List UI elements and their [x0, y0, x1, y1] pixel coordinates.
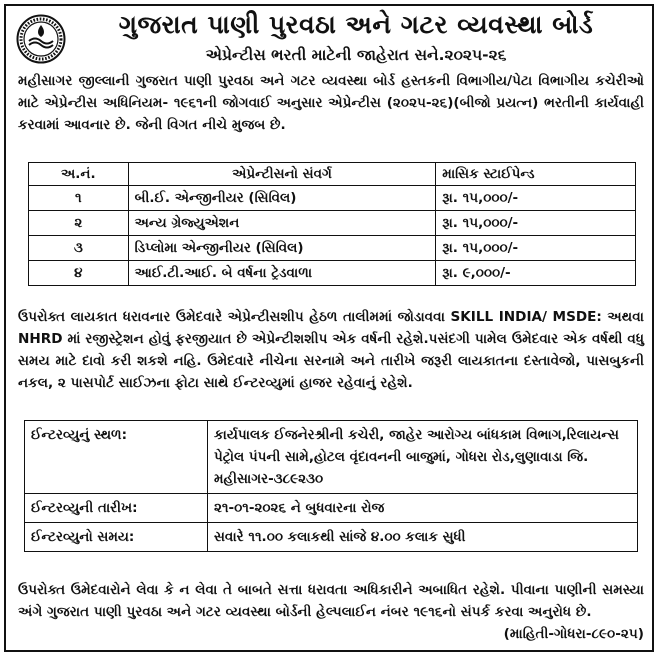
interview-time-label: ઈન્ટરવ્યુનો સમય:	[25, 523, 208, 552]
row-category: બી.ઈ. એન્જીનીયર (સિવિલ)	[128, 186, 436, 211]
stipend-table	[28, 162, 636, 286]
advertisement	[4, 4, 654, 652]
header-category: એપ્રેન્ટીસનો સંવર્ગ	[128, 163, 436, 186]
interview-table	[24, 420, 638, 552]
table-row	[29, 261, 636, 286]
board-emblem-icon	[16, 14, 66, 64]
footer-paragraph	[18, 579, 644, 645]
row-serial: ૨	[29, 211, 129, 236]
interview-place-label: ઈન્ટરવ્યુનું સ્થળ:	[25, 421, 208, 494]
row-stipend: રૂા. ૧૫,૦૦૦/-	[436, 186, 636, 211]
row-category: આઈ.ટી.આઈ. બે વર્ષના ટ્રેડવાળા	[128, 261, 436, 286]
interview-place-row	[25, 421, 638, 494]
row-serial: ૧	[29, 186, 129, 211]
page-subtitle: એપ્રેન્ટીસ ભરતી માટેની જાહેરાત સને.૨૦૨૫-૨૬	[205, 46, 507, 64]
row-stipend: રૂા. ૧૫,૦૦૦/-	[436, 211, 636, 236]
interview-date-label: ઈન્ટરવ્યુની તારીખ:	[25, 494, 208, 523]
reference-code: (માહિતી-ગોધરા-૮૯૦-૨૫)	[503, 626, 644, 642]
table-row	[29, 211, 636, 236]
table-header-row	[29, 163, 636, 186]
page-title: ગુજરાત પાણી પુરવઠા અને ગટર વ્યવસ્થા બોર્ડ	[118, 10, 594, 39]
row-serial: ૪	[29, 261, 129, 286]
row-serial: ૩	[29, 236, 129, 261]
table-row	[29, 186, 636, 211]
interview-date-value: ૨૧-૦૧-૨૦૨૬ ને બુધવારના રોજ	[208, 494, 638, 523]
interview-time-value: સવારે ૧૧.૦૦ કલાકથી સાંજે ૪.૦૦ કલાક સુધી	[208, 523, 638, 552]
row-category: અન્ય ગ્રેજ્યુએશન	[128, 211, 436, 236]
interview-date-row	[25, 494, 638, 523]
row-stipend: રૂા. ૯,૦૦૦/-	[436, 261, 636, 286]
interview-time-row	[25, 523, 638, 552]
row-stipend: રૂા. ૧૫,૦૦૦/-	[436, 236, 636, 261]
intro-paragraph: મહીસાગર જીલ્લાની ગુજરાત પાણી પુરવઠા અને ગટર વ્યવસ્થા બોર્ડ હસ્તકની વિભાગીય/પેટા વિભાગીય કચેરીઓ માટે એપ્રેન્ટીસ અધિનિયમ- ૧૯૬૧ની જોગવાઈ અનુસાર એપ્રેન્ટીસ (૨૦૨૫-૨૬)(બીજો પ્રયત્ન) ભરતીની કાર્યવાહી કરવામાં આવનાર છે. જેની વિગત નીચે મુજબ છે.	[18, 73, 644, 133]
footer-text: ઉપરોક્ત ઉમેદવારોને લેવા કે ન લેવા તે બાબતે સત્તા ધરાવતા અધિકારીને અબાધિત રહેશે. પીવાના પાણીની સમસ્યા અંગે ગુજરાત પાણી પુરવઠા અને ગટર વ્યવસ્થા બોર્ડની હેલ્પલાઈન નંબર ૧૯૧૬નો સંપર્ક કરવા અનુરોધ છે.	[18, 582, 644, 620]
eligibility-paragraph: ઉપરોક્ત લાયકાત ધરાવનાર ઉમેદવારે એપ્રેન્ટીસશીપ હેઠળ તાલીમમાં જોડાવવા SKILL INDIA/ MSDE: અથવા NHRD માં રજીસ્ટ્રેશન હોવું ફરજીયાત છે એપ્રેન્ટીશશીપ એક વર્ષની રહેશે.પસંદગી પામેલ ઉમેદવાર એક વર્ષથી વધુ સમય માટે દાવો કરી શકશે નહિ. ઉમેદવારે નીચેના સરનામે અને તારીખે જરૂરી લાયકાતના દસ્તાવેજો, પાસબુકની નકલ, ૨ પાસપોર્ટ સાઈઝના ફોટા સાથે ઈન્ટરવ્યુમાં હાજર રહેવાનું રહેશે.	[18, 309, 644, 391]
header-serial: અ.નં.	[29, 163, 129, 186]
interview-place-value: કાર્યપાલક ઈજનેરશ્રીની કચેરી, જાહેર આરોગ્ય બાંધકામ વિભાગ,રિલાયન્સ પેટ્રોલ પંપની સામે,હોટલ વૃંદાવનની બાજુમાં, ગોધરા રોડ,લુણાવાડા જિ. મહીસાગર-૩૮૯૨૩૦	[208, 421, 638, 494]
header-stipend: માસિક સ્ટાઈપેન્ડ	[436, 163, 636, 186]
row-category: ડિપ્લોમા એન્જીનીયર (સિવિલ)	[128, 236, 436, 261]
table-row	[29, 236, 636, 261]
